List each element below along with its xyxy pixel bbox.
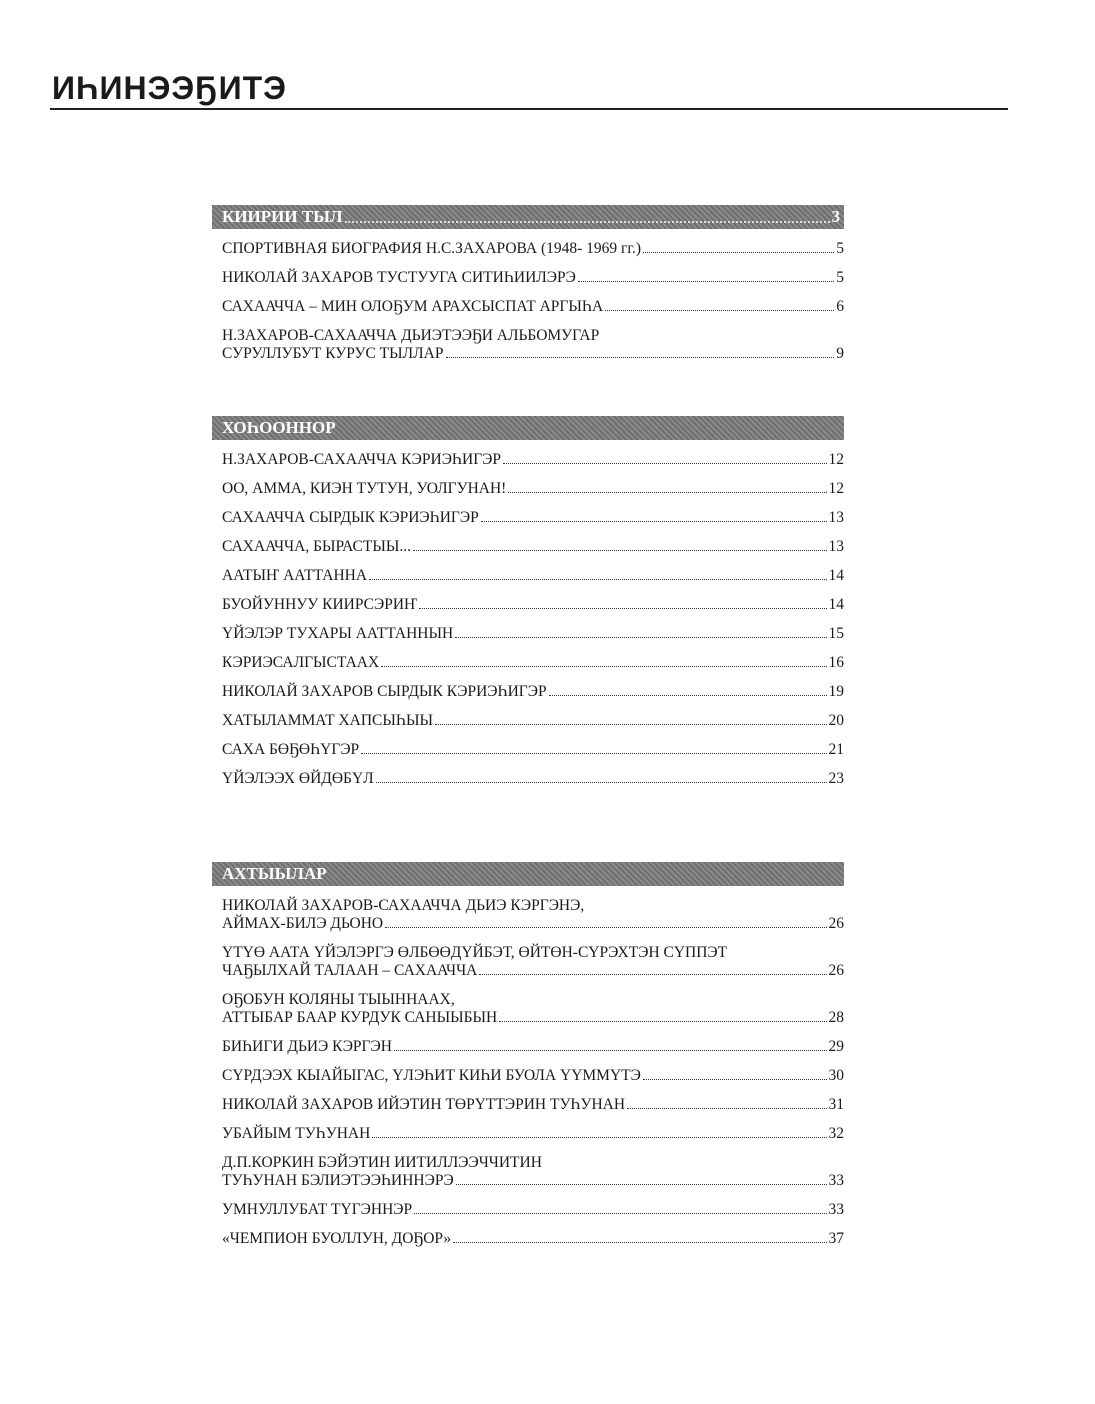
toc-entry[interactable]: [212, 298, 844, 316]
toc-entry-title-line: Д.П.КОРКИН БЭЙЭТИН ИИТИЛЛЭЭЧЧИТИН: [222, 1154, 542, 1171]
toc-entry-page: 26: [828, 962, 844, 979]
toc-entry-title: НИКОЛАЙ ЗАХАРОВ ТУСТУУГА СИТИҺИИЛЭРЭ: [222, 269, 576, 286]
toc-entry-title: АТТЫБАР БААР КУРДУК САНЫЫБЫН: [222, 1009, 498, 1026]
leader-dots: [435, 724, 827, 725]
toc-entry-title: ҮЙЭЛЭР ТУХАРЫ ААТТАННЫН: [222, 625, 454, 642]
toc-entry-page: 33: [828, 1172, 844, 1189]
toc-entry-page: 37: [828, 1230, 844, 1247]
toc-entry-page: 6: [836, 298, 844, 315]
toc-entry-title: СУРУЛЛУБУТ КУРУС ТЫЛЛАР: [222, 345, 444, 362]
leader-dots: [413, 550, 826, 551]
leader-dots: [578, 281, 834, 282]
toc-entry-page: 5: [836, 240, 844, 257]
leader-dots: [499, 1021, 826, 1022]
leader-dots: [455, 637, 826, 638]
toc-entry[interactable]: [212, 1038, 844, 1056]
toc-entry-page: 19: [828, 683, 844, 700]
leader-dots: [508, 492, 826, 493]
toc-entry[interactable]: [212, 741, 844, 759]
toc-entry-page: 16: [828, 654, 844, 671]
toc-entry[interactable]: [212, 538, 844, 556]
toc-entry-title: Н.ЗАХАРОВ-САХААЧЧА КЭРИЭҺИГЭР: [222, 451, 502, 468]
toc-entry[interactable]: [212, 480, 844, 498]
section-heading: [212, 416, 844, 440]
leader-dots: [385, 927, 826, 928]
toc-entry-page: 26: [828, 915, 844, 932]
toc-entry[interactable]: [212, 944, 844, 980]
toc-entry-title: «ЧЕМПИОН БУОЛЛУН, ДОҔОР»: [222, 1230, 452, 1247]
toc-entry-title: ЧАҔЫЛХАЙ ТАЛААН – САХААЧЧА: [222, 962, 478, 979]
leader-dots: [361, 753, 826, 754]
section-heading-label: АХТЫЫЛАР: [222, 864, 327, 883]
toc-entry[interactable]: [212, 991, 844, 1027]
toc-section: [212, 205, 844, 363]
toc-entry[interactable]: [212, 1201, 844, 1219]
title-rule: [50, 108, 1008, 110]
toc-entry[interactable]: [212, 240, 844, 258]
toc-entry-page: 5: [836, 269, 844, 286]
toc-entry[interactable]: [212, 654, 844, 672]
leader-dots: [414, 1213, 826, 1214]
toc-entry-title: САХА БӨҔӨҺҮГЭР: [222, 741, 360, 758]
section-heading-label: КИИРИИ ТЫЛ: [222, 207, 343, 226]
toc-entry-page: 20: [828, 712, 844, 729]
toc-entry-page: 32: [828, 1125, 844, 1142]
toc-entry-page: 21: [828, 741, 844, 758]
toc-entry-page: 31: [828, 1096, 844, 1113]
toc-entry-title: ТУҺУНАН БЭЛИЭТЭЭҺИННЭРЭ: [222, 1172, 454, 1189]
leader-dots: [453, 1242, 826, 1243]
toc-entry-title: САХААЧЧА, БЫРАСТЫЫ...: [222, 538, 412, 555]
toc-entry[interactable]: [212, 897, 844, 933]
toc-entry-page: 13: [828, 509, 844, 526]
toc-entry-title: ОО, АММА, КИЭН ТУТУН, УОЛГУНАН!: [222, 480, 507, 497]
toc-entry-title: БИҺИГИ ДЬИЭ КЭРГЭН: [222, 1038, 392, 1055]
toc-section: [212, 416, 844, 788]
leader-dots: [446, 357, 835, 358]
toc-entry[interactable]: [212, 1067, 844, 1085]
toc-entry[interactable]: [212, 1230, 844, 1248]
leader-dots: [345, 205, 830, 223]
toc-entry-title: СҮРДЭЭХ КЫАЙЫГАС, ҮЛЭҺИТ КИҺИ БУОЛА ҮҮММҮТЭ: [222, 1067, 641, 1084]
toc-entry[interactable]: [212, 567, 844, 585]
section-heading: [212, 862, 844, 886]
leader-dots: [369, 579, 826, 580]
toc-entry-title: ААТЫҤ ААТТАННА: [222, 567, 368, 584]
toc-entry[interactable]: [212, 451, 844, 469]
toc-entry-page: 30: [828, 1067, 844, 1084]
toc-entry-page: 15: [828, 625, 844, 642]
toc-entry-page: 33: [828, 1201, 844, 1218]
toc-entry-title: САХААЧЧА – МИН ОЛОҔУМ АРАХСЫСПАТ АРГЫҺА: [222, 298, 604, 315]
toc-entry-page: 9: [836, 345, 844, 362]
leader-dots: [394, 1050, 827, 1051]
section-heading: [212, 205, 844, 229]
toc-entry[interactable]: [212, 1125, 844, 1143]
toc-entry-title: СПОРТИВНАЯ БИОГРАФИЯ Н.С.ЗАХАРОВА (1948- 1969 гг.): [222, 240, 642, 257]
toc-entry-page: 14: [828, 596, 844, 613]
toc-entry[interactable]: [212, 269, 844, 287]
toc-entry-page: 13: [828, 538, 844, 555]
toc-entry-title: БУОЙУННУУ КИИРСЭРИҤ: [222, 596, 418, 613]
toc-entry-title: УБАЙЫМ ТУҺУНАН: [222, 1125, 371, 1142]
leader-dots: [456, 1184, 827, 1185]
toc-entry[interactable]: [212, 1154, 844, 1190]
leader-dots: [376, 782, 827, 783]
toc-entry-page: 12: [828, 451, 844, 468]
leader-dots: [479, 974, 826, 975]
section-heading-page: 3: [831, 207, 840, 226]
toc-entry-title-line: ҮТҮӨ ААТА ҮЙЭЛЭРГЭ ӨЛБӨӨДҮЙБЭТ, ӨЙТӨН-СҮРЭХТЭН СҮППЭТ: [222, 944, 728, 961]
toc-entry[interactable]: [212, 712, 844, 730]
leader-dots: [549, 695, 827, 696]
leader-dots: [605, 310, 834, 311]
toc-entry[interactable]: [212, 683, 844, 701]
toc-entry-page: 28: [828, 1009, 844, 1026]
toc-entry-title: ҮЙЭЛЭЭХ ӨЙДӨБҮЛ: [222, 770, 374, 787]
toc-entry[interactable]: [212, 1096, 844, 1114]
toc-entry[interactable]: [212, 770, 844, 788]
leader-dots: [419, 608, 826, 609]
toc-entry-title: САХААЧЧА СЫРДЫК КЭРИЭҺИГЭР: [222, 509, 479, 526]
toc-entry-title: УМНУЛЛУБАТ ТҮГЭННЭР: [222, 1201, 413, 1218]
leader-dots: [643, 1079, 827, 1080]
toc-entry-page: 14: [828, 567, 844, 584]
toc-entry-title-line: ОҔОБУН КОЛЯНЫ ТЫЫННААХ,: [222, 991, 455, 1008]
toc-entry-title: АЙМАХ-БИЛЭ ДЬОНО: [222, 915, 384, 932]
section-heading-label: ХОҺООННОР: [222, 418, 336, 437]
toc-entry[interactable]: [212, 625, 844, 643]
toc-entry-title: ХАТЫЛАММАТ ХАПСЫҺЫЫ: [222, 712, 433, 729]
toc-entry-page: 23: [828, 770, 844, 787]
page-title: ИҺИНЭЭҔИТЭ: [52, 70, 287, 106]
toc-entry[interactable]: [212, 327, 844, 363]
toc-entry[interactable]: [212, 509, 844, 527]
leader-dots: [643, 252, 834, 253]
leader-dots: [381, 666, 826, 667]
toc-entry-page: 29: [828, 1038, 844, 1055]
toc-entry-title: НИКОЛАЙ ЗАХАРОВ СЫРДЫК КЭРИЭҺИГЭР: [222, 683, 547, 700]
toc-entry-title-line: Н.ЗАХАРОВ-САХААЧЧА ДЬИЭТЭЭҔИ АЛЬБОМУГАР: [222, 327, 600, 344]
leader-dots: [627, 1108, 826, 1109]
toc-entry-title: НИКОЛАЙ ЗАХАРОВ ИЙЭТИН ТӨРҮТТЭРИН ТУҺУНАН: [222, 1096, 626, 1113]
leader-dots: [503, 463, 826, 464]
leader-dots: [481, 521, 827, 522]
toc-entry-title: КЭРИЭСАЛГЫСТААХ: [222, 654, 380, 671]
toc-entry[interactable]: [212, 596, 844, 614]
toc-entry-title-line: НИКОЛАЙ ЗАХАРОВ-САХААЧЧА ДЬИЭ КЭРГЭНЭ,: [222, 897, 585, 914]
toc-entry-page: 12: [828, 480, 844, 497]
leader-dots: [372, 1137, 826, 1138]
toc-section: [212, 862, 844, 1248]
